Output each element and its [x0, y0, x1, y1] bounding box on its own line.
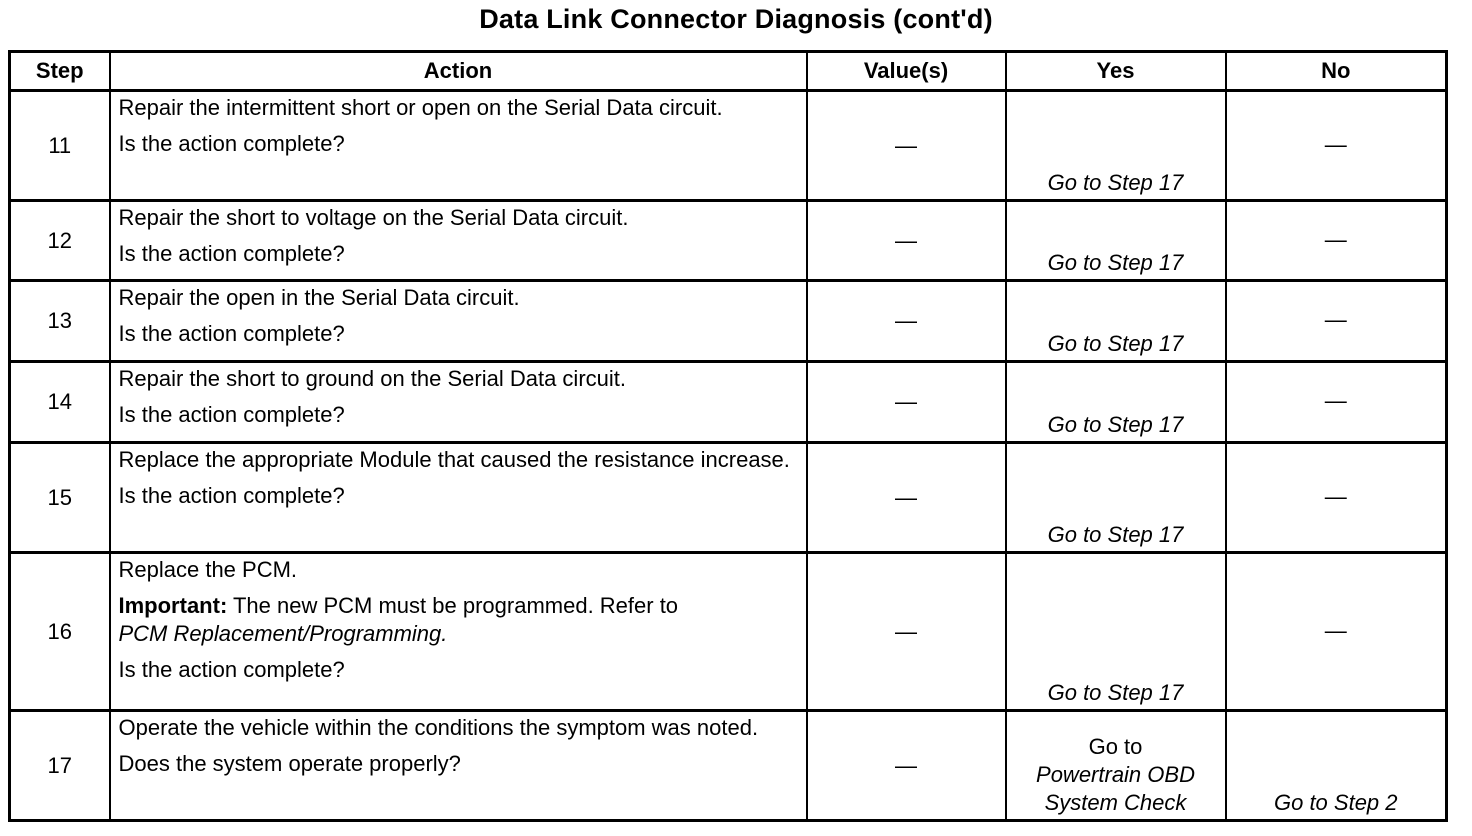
column-header-step: Step	[10, 52, 110, 91]
no-result: —	[1226, 443, 1447, 553]
yes-result: Go to Step 17	[1006, 553, 1226, 711]
action-question: Is the action complete?	[118, 321, 345, 346]
value-cell: —	[807, 711, 1006, 821]
system-check-reference[interactable]: System Check	[1044, 790, 1187, 815]
important-text: The new PCM must be programmed. Refer to	[232, 593, 679, 618]
yes-result: Go to Step 17	[1006, 443, 1226, 553]
action-text: Repair the intermittent short or open on the Serial Data circuit.	[118, 95, 723, 120]
yes-result: Go to Step 17	[1006, 362, 1226, 443]
value-cell: —	[807, 553, 1006, 711]
table-row-step-16	[10, 553, 1447, 711]
action-text: Replace the PCM.	[118, 557, 298, 582]
value-cell: —	[807, 362, 1006, 443]
step-number: 13	[10, 281, 110, 362]
value-cell: —	[807, 443, 1006, 553]
table-row-step-15	[10, 443, 1447, 553]
action-cell	[110, 553, 807, 711]
page-title: Data Link Connector Diagnosis (cont'd)	[479, 4, 993, 34]
powertrain-obd-reference[interactable]: Powertrain OBD	[1036, 762, 1195, 787]
table-row-step-11	[10, 91, 1447, 201]
step-number: 11	[10, 91, 110, 201]
action-question: Is the action complete?	[118, 241, 345, 266]
step-number: 15	[10, 443, 110, 553]
step-number: 12	[10, 201, 110, 281]
no-result: —	[1226, 553, 1447, 711]
action-text: Repair the short to voltage on the Serial Data circuit.	[118, 205, 629, 230]
yes-result: Go to Step 17	[1006, 281, 1226, 362]
value-cell: —	[807, 91, 1006, 201]
no-result: —	[1226, 91, 1447, 201]
column-header-no: No	[1226, 52, 1447, 91]
action-text: Replace the appropriate Module that caused the resistance increase.	[118, 447, 790, 472]
yes-result: Go to Step 17	[1006, 91, 1226, 201]
action-text: Repair the open in the Serial Data circuit.	[118, 285, 520, 310]
action-text: Operate the vehicle within the conditions the symptom was noted.	[118, 715, 759, 740]
action-cell	[110, 281, 807, 362]
action-question: Does the system operate properly?	[118, 751, 461, 776]
table-row-step-12	[10, 201, 1447, 281]
table-row-step-13	[10, 281, 1447, 362]
yes-result: Go to Step 17	[1006, 201, 1226, 281]
action-cell	[110, 443, 807, 553]
action-cell	[110, 362, 807, 443]
column-header-yes: Yes	[1006, 52, 1226, 91]
value-cell: —	[807, 201, 1006, 281]
yes-result-lead: Go to	[1088, 734, 1143, 759]
yes-result	[1006, 711, 1226, 821]
table-header-row	[10, 52, 1447, 91]
no-result: Go to Step 2	[1226, 711, 1447, 821]
step-number: 14	[10, 362, 110, 443]
action-cell	[110, 711, 807, 821]
no-result: —	[1226, 201, 1447, 281]
action-cell	[110, 201, 807, 281]
value-cell: —	[807, 281, 1006, 362]
column-header-values: Value(s)	[807, 52, 1006, 91]
action-question: Is the action complete?	[118, 131, 345, 156]
column-header-action: Action	[110, 52, 807, 91]
action-question: Is the action complete?	[118, 657, 345, 682]
step-number: 17	[10, 711, 110, 821]
table-row-step-14	[10, 362, 1447, 443]
no-result: —	[1226, 362, 1447, 443]
diagnosis-table	[8, 50, 1448, 822]
step-number: 16	[10, 553, 110, 711]
action-text: Repair the short to ground on the Serial Data circuit.	[118, 366, 626, 391]
action-cell	[110, 91, 807, 201]
action-question: Is the action complete?	[118, 483, 345, 508]
pcm-replacement-reference[interactable]: PCM Replacement/Programming.	[118, 621, 448, 646]
important-note	[119, 592, 800, 648]
no-result: —	[1226, 281, 1447, 362]
important-label: Important:	[118, 593, 228, 618]
action-question: Is the action complete?	[118, 402, 345, 427]
table-row-step-17	[10, 711, 1447, 821]
